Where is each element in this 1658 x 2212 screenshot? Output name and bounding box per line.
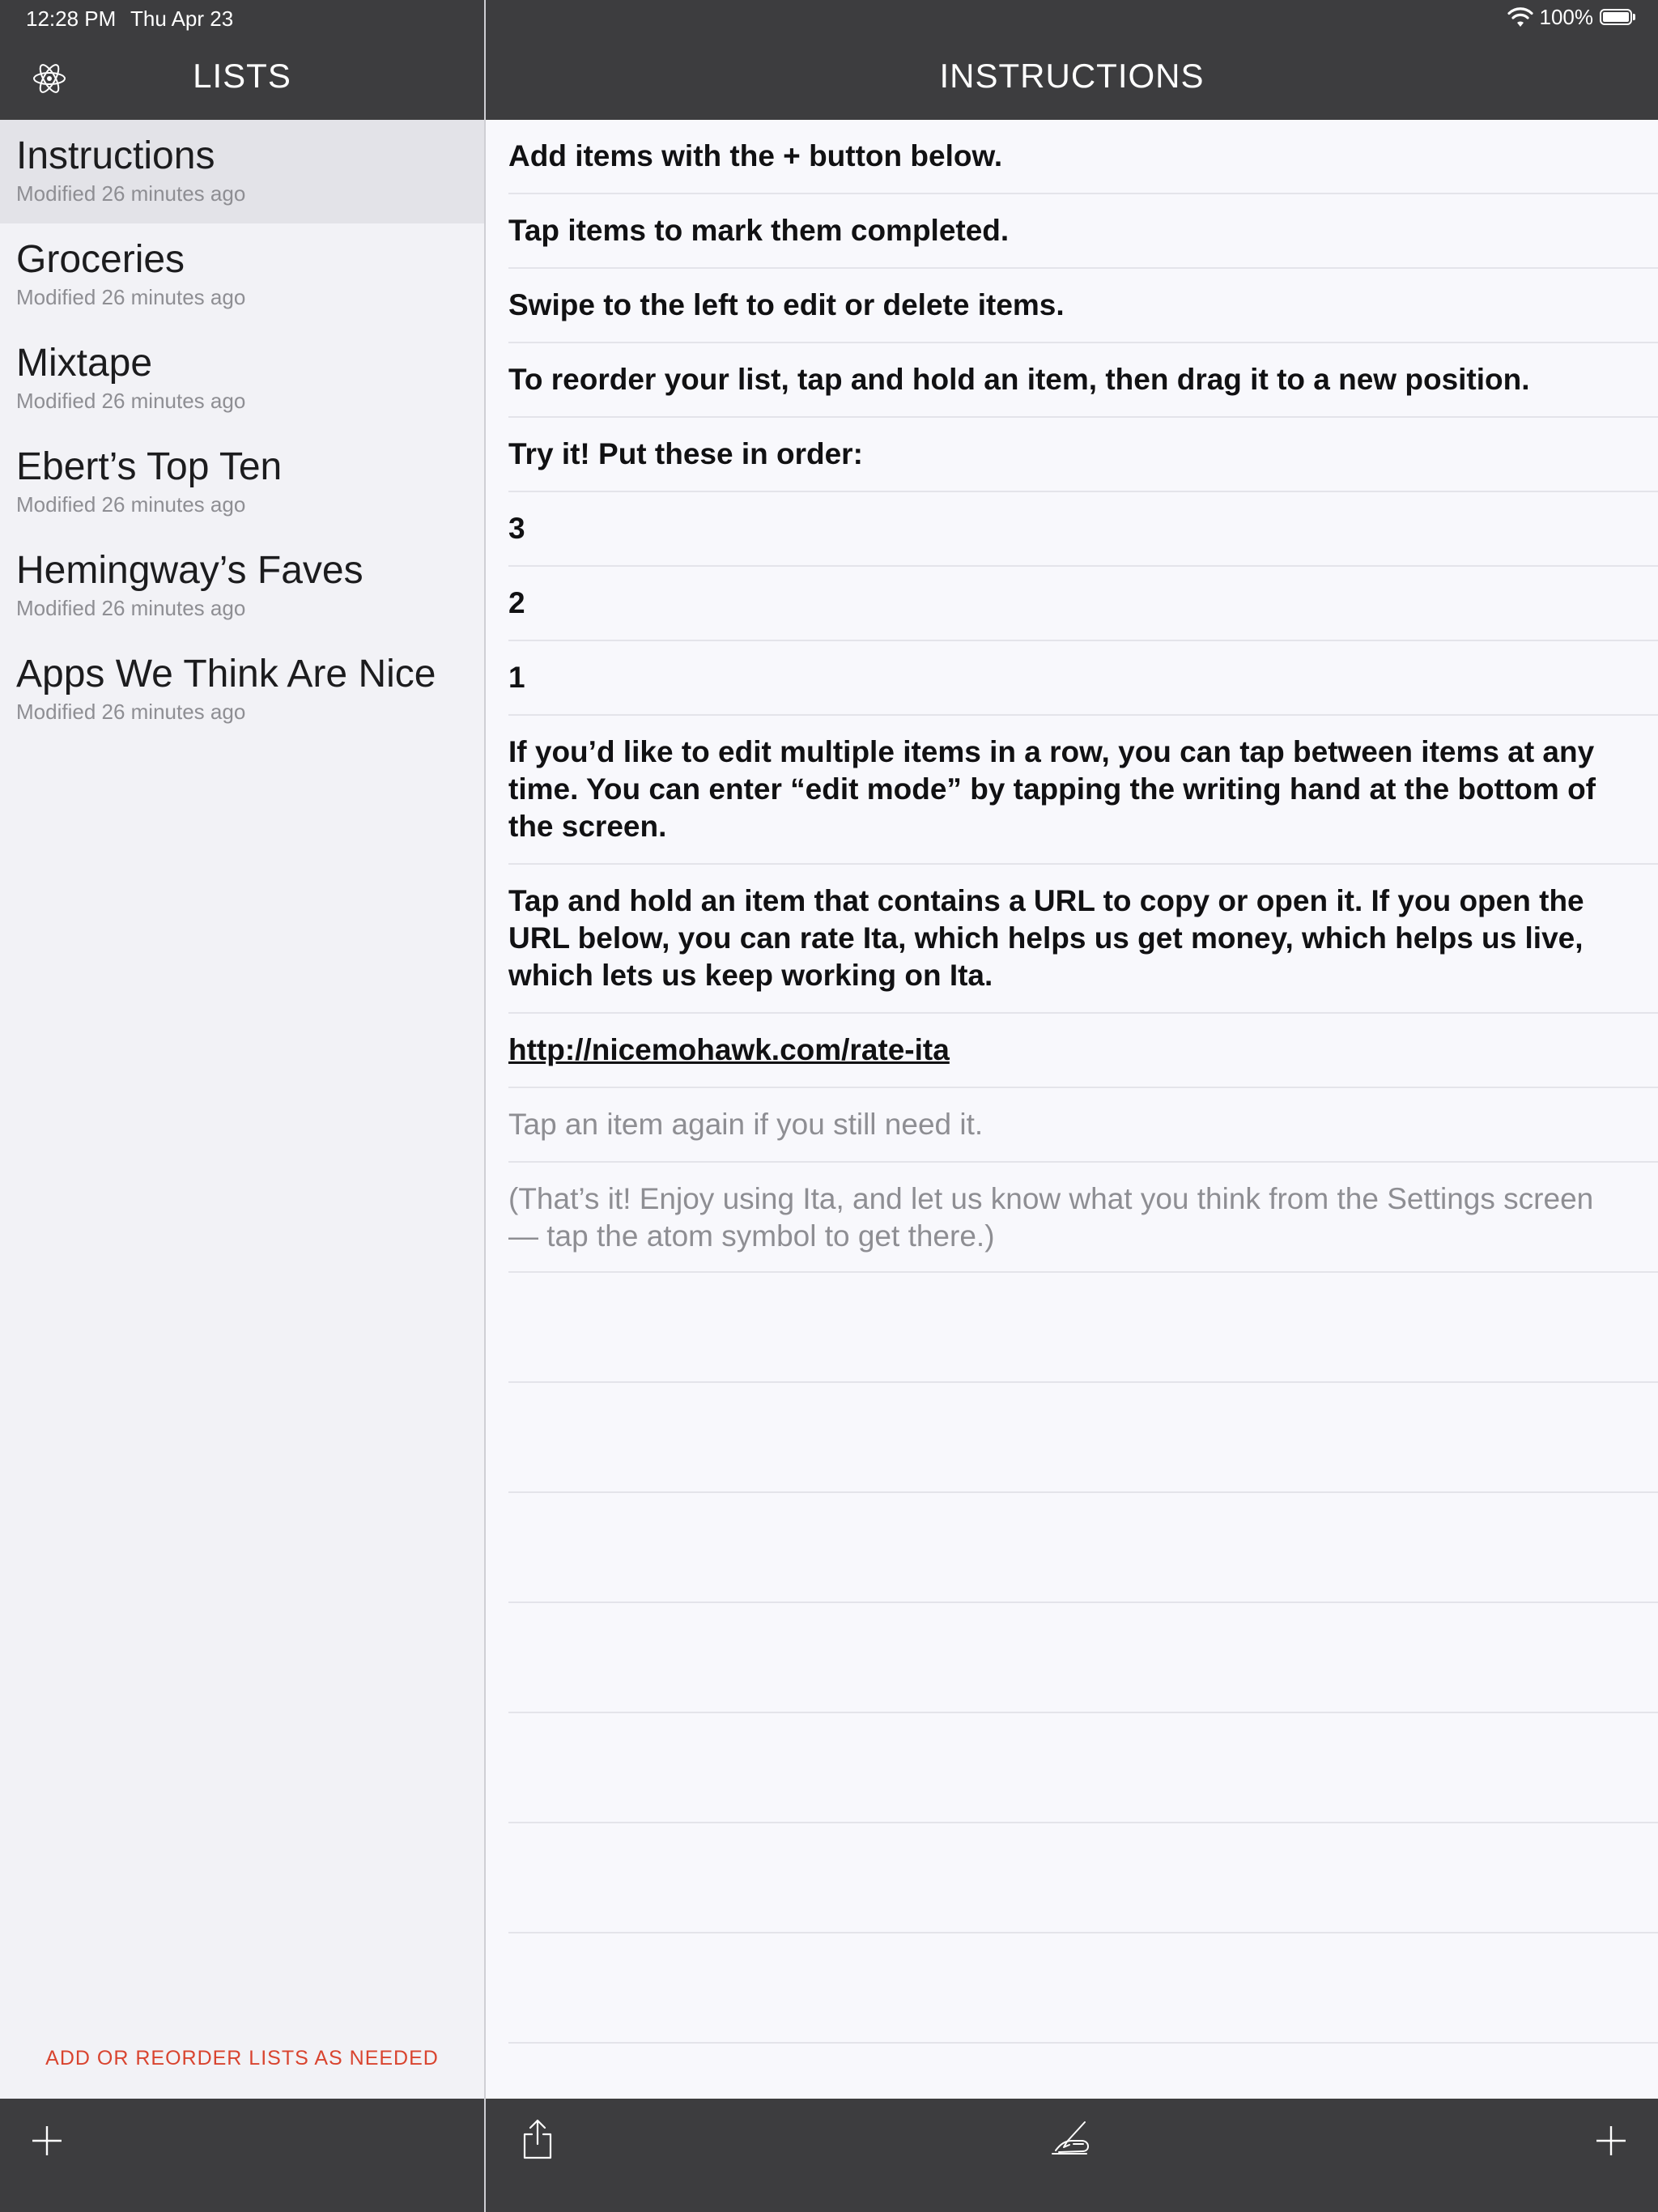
list-row[interactable]: Tap items to mark them completed.	[508, 194, 1658, 269]
list-item-meta: Modified 26 minutes ago	[16, 492, 246, 517]
list-row[interactable]: If you’d like to edit multiple items in a row, you can tap between items at any time. You can enter “edit mode” by tapping the writing hand at the bottom of the screen.	[508, 716, 1658, 865]
list-item-instructions[interactable]	[0, 120, 484, 223]
list-item-name: Instructions	[16, 134, 215, 177]
list-row[interactable]: 1	[508, 641, 1658, 716]
list-item-meta: Modified 26 minutes ago	[16, 596, 246, 620]
list-title: INSTRUCTIONS	[939, 57, 1205, 95]
main-toolbar	[486, 2099, 1658, 2212]
add-item-plus-icon[interactable]	[1595, 2125, 1627, 2157]
list-item-groceries[interactable]	[0, 223, 484, 327]
empty-row[interactable]	[508, 1493, 1658, 1603]
empty-row[interactable]	[508, 1383, 1658, 1493]
list-row[interactable]: Add items with the + button below.	[508, 120, 1658, 194]
status-time: 12:28 PM	[26, 6, 117, 31]
list-item-meta: Modified 26 minutes ago	[16, 181, 246, 206]
status-right	[1507, 5, 1638, 30]
empty-row[interactable]	[508, 1603, 1658, 1713]
list-item-hemingways-faves[interactable]	[0, 534, 484, 638]
edit-hand-icon[interactable]	[1049, 2120, 1095, 2157]
wifi-icon	[1507, 7, 1533, 28]
list-item-apps-we-think-are-nice[interactable]	[0, 638, 484, 742]
list-item-name: Mixtape	[16, 342, 153, 385]
sidebar-title: LISTS	[193, 57, 291, 95]
add-list-plus-icon[interactable]	[31, 2125, 63, 2157]
list-row[interactable]: Swipe to the left to edit or delete items.	[508, 269, 1658, 343]
list-row-link[interactable]: http://nicemohawk.com/rate-ita	[508, 1014, 1658, 1088]
list-item-name: Ebert’s Top Ten	[16, 445, 283, 488]
sidebar-toolbar	[0, 2099, 484, 2212]
battery-percent: 100%	[1539, 5, 1593, 29]
share-icon[interactable]	[520, 2118, 555, 2160]
empty-row[interactable]	[508, 1823, 1658, 1933]
sidebar-hint: ADD OR REORDER LISTS AS NEEDED	[45, 2047, 439, 2069]
item-rows	[486, 120, 1658, 2044]
list-detail	[486, 0, 1658, 2212]
list-item-meta: Modified 26 minutes ago	[16, 389, 246, 413]
list-item-name: Apps We Think Are Nice	[16, 653, 436, 696]
list-items	[0, 120, 484, 742]
list-item-meta: Modified 26 minutes ago	[16, 285, 246, 309]
list-item-eberts-top-ten[interactable]	[0, 431, 484, 534]
list-item-name: Groceries	[16, 238, 185, 281]
lists-sidebar	[0, 0, 486, 2212]
list-item-meta: Modified 26 minutes ago	[16, 700, 246, 724]
list-item-mixtape[interactable]	[0, 327, 484, 431]
list-item-name: Hemingway’s Faves	[16, 549, 363, 592]
battery-icon	[1600, 9, 1637, 27]
list-row-completed[interactable]: Tap an item again if you still need it.	[508, 1088, 1658, 1163]
empty-row[interactable]	[508, 1933, 1658, 2044]
list-row[interactable]: Try it! Put these in order:	[508, 418, 1658, 492]
status-bar	[0, 0, 1658, 37]
empty-row[interactable]	[508, 1273, 1658, 1383]
empty-row[interactable]	[508, 1713, 1658, 1823]
list-row[interactable]: To reorder your list, tap and hold an item, then drag it to a new position.	[508, 343, 1658, 418]
list-row-completed[interactable]: (That’s it! Enjoy using Ita, and let us know what you think from the Settings screen — tap the atom symbol to get there.)	[508, 1163, 1658, 1273]
list-row[interactable]: Tap and hold an item that contains a URL to copy or open it. If you open the URL below, you can rate Ita, which helps us get money, which helps us live, which lets us keep working on Ita.	[508, 865, 1658, 1014]
list-row[interactable]: 3	[508, 492, 1658, 567]
list-row[interactable]: 2	[508, 567, 1658, 641]
status-date: Thu Apr 23	[130, 6, 234, 31]
